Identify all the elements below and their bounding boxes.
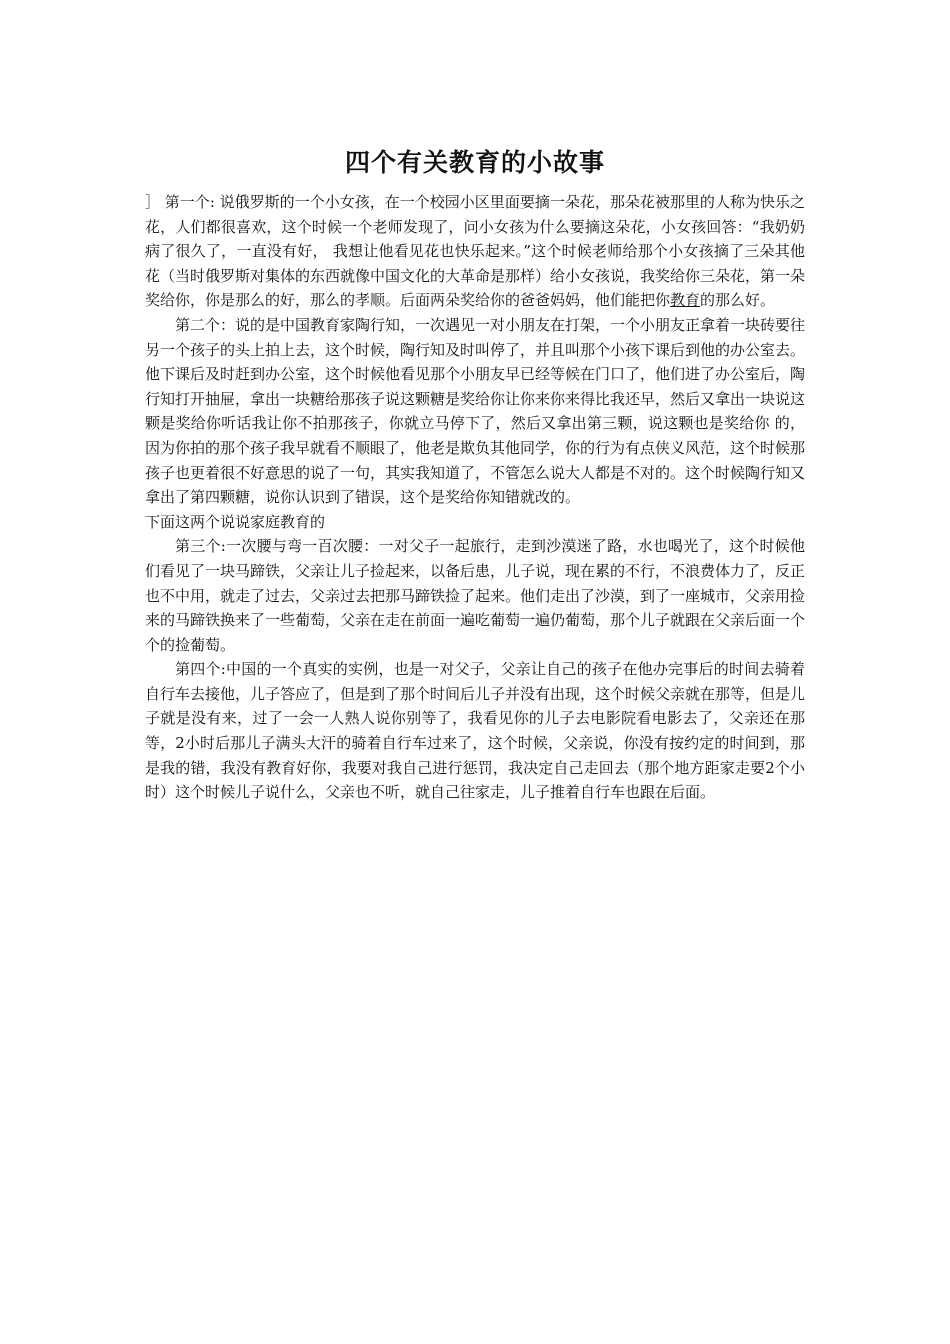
paragraph-story-two: 第二个：说的是中国教育家陶行知，一次遇见一对小朋友在打架，一个小朋友正拿着一块砖要往另一个孩子的头上拍上去，这个时候，陶行知及时叫停了，并且叫那个小孩下课后到他的办公室去。他下课后及时赶到办公室，这个时候他看见那个小朋友早已经等候在门口了，他们进了办公室后，陶行知打开抽屉，拿出一块糖给那孩子说这颗糖是奖给你让你来你来得比我还早，然后又拿出一块说这颗是奖给你听话我让你不拍那孩子，你就立马停下了，然后又拿出第三颗，说这颗也是奖给你 的，因为你拍的那个孩子我早就看不顺眼了，他老是欺负其他同学，你的行为有点侠义风范，这个时候那孩子也更着很不好意思的说了一句，其实我知道了，不管怎么说大人都是不对的。这个时候陶行知又拿出了第四颗糖，说你认识到了错误，这个是奖给你知错就改的。 xyxy=(145,315,806,507)
paragraph-story-four: 第四个:中国的一个真实的实例，也是一对父子，父亲让自己的孩子在他办完事后的时间去骑着自行车去接他，儿子答应了，但是到了那个时间后儿子并没有出现，这个时候父亲就在那等，但是儿子就是没有来，过了一会一人熟人说你别等了，我看见你的儿子去电影院看电影去了，父亲还在那等，2小时后那儿子满头大汗的骑着自行车过来了，这个时候，父亲说，你没有按约定的时间到，那是我的错，我没有教育好你，我要对我自己进行惩罚，我决定自己走回去（那个地方距家走要2个小时）这个时候儿子说什么，父亲也不听，就自己往家走，儿子推着自行车也跟在后面。 xyxy=(145,660,806,802)
paragraph-text: 的那么好。 xyxy=(700,291,776,310)
paragraph-text: ］ 第一个: 说俄罗斯的一个小女孩，在一个校园小区里面要摘一朵花，那朵花被那里的人称为快乐之花，人们都很喜欢，这个时候一个老师发现了，问小女孩为什么要摘这朵花，小女孩回答：“我奶奶病了很久了，一直没有好， 我想让他看见花也快乐起来。”这个时候老师给那个小女孩摘了三朵其他花（当时俄罗斯对集体的东西就像中国文化的大革命是那样）给小女孩说，我奖给你三朵花，第一朵奖给你，你是那么的好，那么的孝顺。后面两朵奖给你的爸爸妈妈，他们能把你 xyxy=(145,193,806,310)
section-heading-family-education: 下面这两个说说家庭教育的 xyxy=(145,512,326,531)
paragraph-story-one xyxy=(145,190,805,313)
education-link[interactable]: 教育 xyxy=(670,291,701,310)
document-body xyxy=(145,190,805,805)
paragraph-story-three: 第三个:一次腰与弯一百次腰：一对父子一起旅行，走到沙漠迷了路，水也喝光了，这个时候他们看见了一块马蹄铁，父亲让儿子捡起来，以备后患，儿子说，现在累的不行，不浪费体力了，反正也不中用，就走了过去，父亲过去把那马蹄铁捡了起来。他们走出了沙漠，到了一座城市，父亲用捡来的马蹄铁换来了一些葡萄，父亲在走在前面一遍吃葡萄一遍仍葡萄，那个儿子就跟在父亲后面一个个的捡葡萄。 xyxy=(145,537,806,654)
document-title: 四个有关教育的小故事 xyxy=(344,148,605,177)
